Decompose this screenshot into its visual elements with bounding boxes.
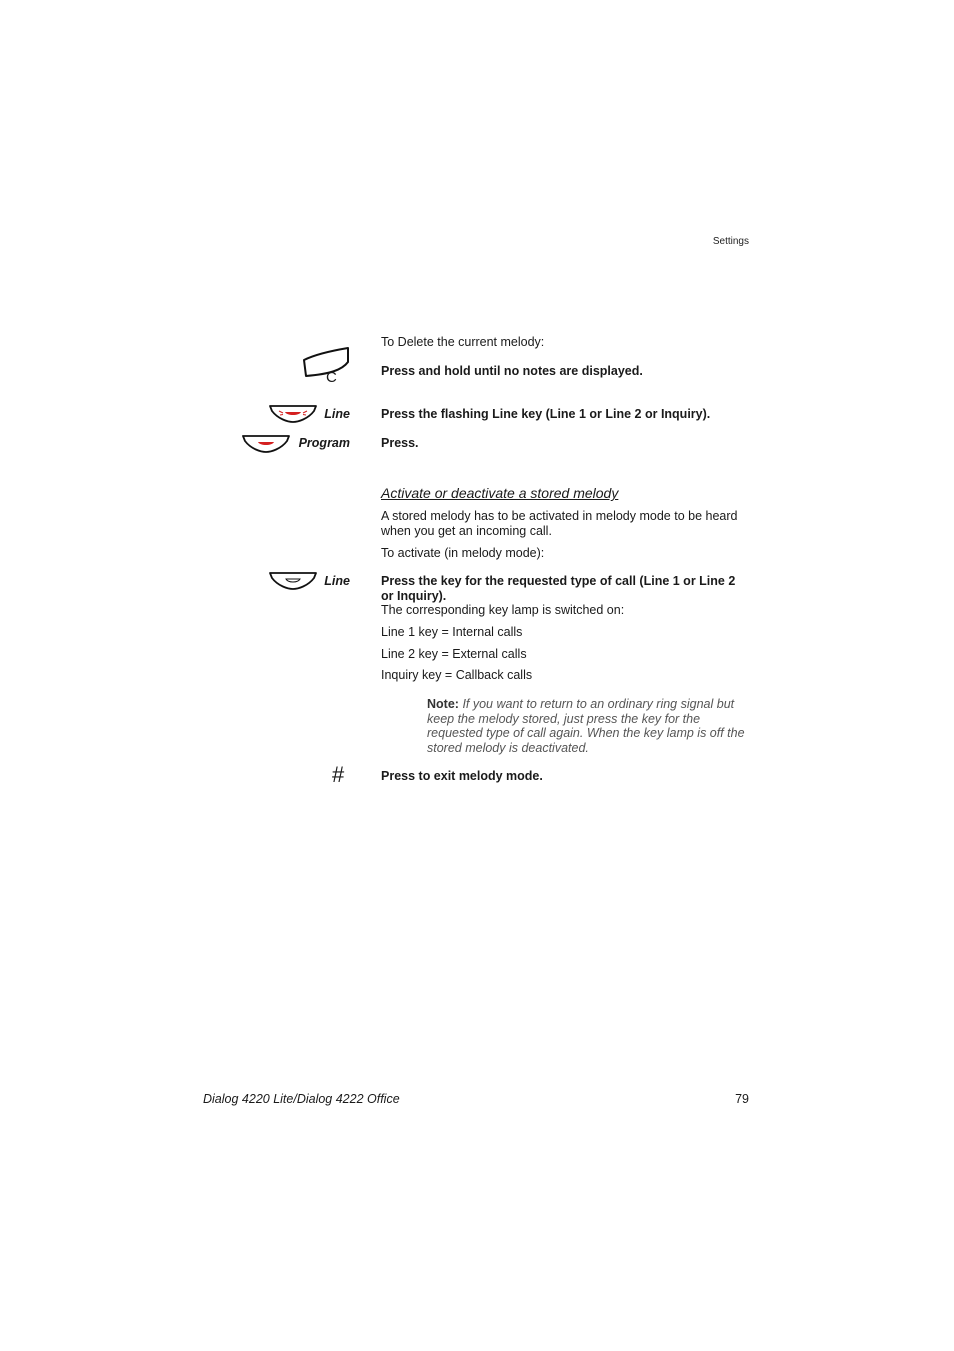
section-heading: Activate or deactivate a stored melody [381,485,619,501]
hash-key-icon: # [332,762,345,787]
program-key-label: Program [298,436,350,450]
page-number: 79 [735,1092,749,1106]
activate-intro: To activate (in melody mode): [381,546,545,560]
note-text: If you want to return to an ordinary ring signal but keep the melody stored, just press the key for the requested type of call again. When the key lamp is off the stored melody is deactivated. [427,697,745,755]
line-key-instruction: Press the flashing Line key (Line 1 or Line 2 or Inquiry). [381,407,711,421]
note-label: Note: [427,697,459,711]
mapping-item: Inquiry key = Callback calls [381,668,533,682]
lamp-text: The corresponding key lamp is switched on: [381,603,625,617]
footer-title: Dialog 4220 Lite/Dialog 4222 Office [203,1092,400,1106]
mapping-item: Line 2 key = External calls [381,647,527,661]
mapping-item: Line 1 key = Internal calls [381,625,523,639]
hash-instruction: Press to exit melody mode. [381,769,543,783]
note-box [427,697,753,755]
delete-intro: To Delete the current melody: [381,335,545,349]
section-description: A stored melody has to be activated in melody mode to be heard when you get an incoming call. [381,509,738,538]
line-key-label: Line [324,407,350,421]
c-key-label: C [326,369,337,386]
running-header: Settings [712,236,749,247]
line-key-label-2: Line [324,574,350,588]
c-key-instruction: Press and hold until no notes are displayed. [381,364,643,378]
line-key-instruction-2: Press the key for the requested type of call (Line 1 or Line 2 or Inquiry). [381,574,736,603]
program-key-instruction: Press. [381,436,419,450]
